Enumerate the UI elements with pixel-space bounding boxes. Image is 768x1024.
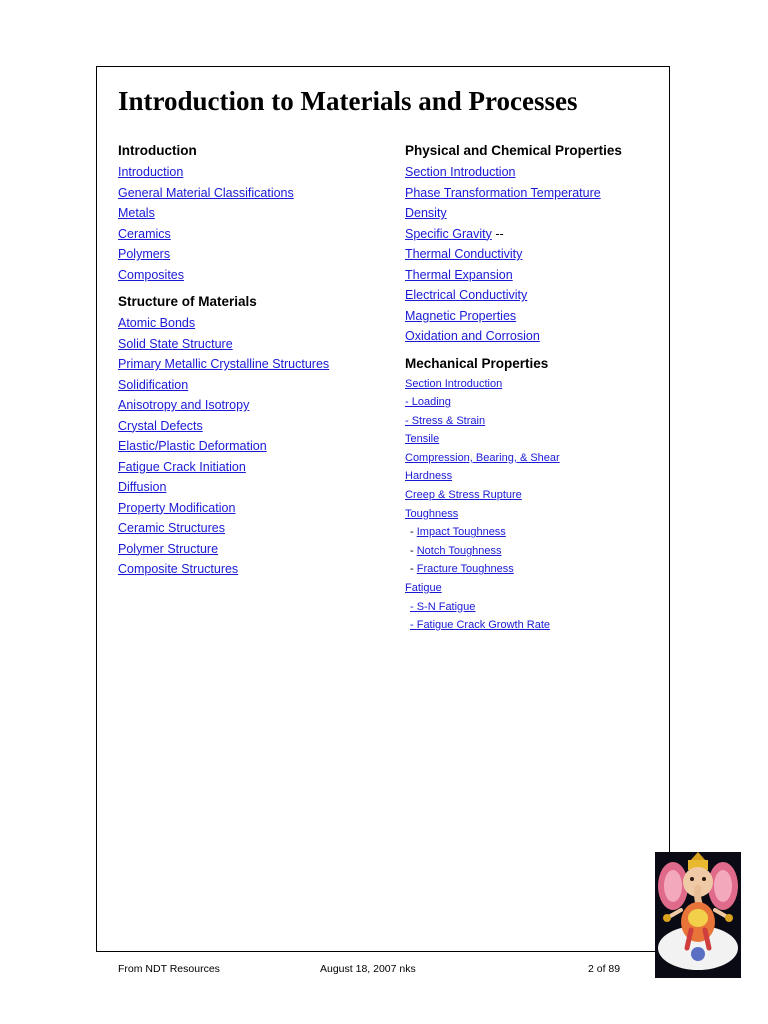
list-item [405, 616, 667, 635]
toc-link[interactable]: Elastic/Plastic Deformation [118, 439, 267, 453]
list-item [405, 523, 667, 542]
toc-link[interactable]: Density [405, 206, 447, 220]
list-item [118, 375, 388, 396]
toc-link[interactable]: Tensile [405, 433, 440, 446]
toc-link[interactable]: Introduction [118, 165, 184, 179]
list-item [118, 395, 388, 416]
footer-page-number: 2 of 89 [588, 963, 621, 975]
toc-link[interactable]: Solidification [118, 377, 189, 392]
list-item [118, 244, 388, 265]
toc-link[interactable]: Impact Toughness [416, 526, 506, 539]
section-heading: Structure of Materials [118, 294, 257, 309]
list-item [405, 449, 667, 468]
toc-link[interactable]: Toughness [405, 507, 459, 520]
toc-link[interactable]: Diffusion [118, 480, 167, 494]
list-item [118, 313, 388, 334]
list-item [405, 375, 667, 394]
ganesha-illustration-icon [655, 852, 741, 978]
toc-link[interactable]: Primary Metallic Crystalline Structures [118, 357, 330, 371]
toc-link[interactable]: - Stress & Strain [405, 414, 486, 427]
toc-link[interactable]: Atomic Bonds [118, 316, 196, 330]
toc-link[interactable]: Property Modification [118, 500, 236, 515]
toc-link[interactable]: Polymer Structure [118, 541, 219, 556]
page-title: Introduction to Materials and Processes [118, 86, 578, 116]
toc-link[interactable]: Section Introduction [405, 377, 503, 390]
list-item [118, 518, 388, 539]
toc-link[interactable]: Fracture Toughness [416, 563, 514, 576]
link-list [405, 375, 667, 635]
toc-link[interactable]: Specific Gravity [405, 226, 492, 241]
list-item [118, 416, 388, 437]
section-mechanical-properties [405, 353, 667, 635]
list-item [118, 539, 388, 560]
toc-link[interactable]: Hardness [405, 470, 453, 483]
list-item [118, 559, 388, 580]
list-item [118, 183, 388, 204]
toc-link[interactable]: Fatigue [405, 582, 442, 595]
list-item [405, 486, 667, 505]
toc-link[interactable]: Thermal Conductivity [405, 247, 523, 261]
toc-link[interactable]: Thermal Expansion [405, 267, 513, 282]
list-item [405, 467, 667, 486]
toc-link[interactable]: Metals [118, 206, 155, 220]
toc-link[interactable]: - S-N Fatigue [410, 600, 476, 613]
list-item [405, 244, 667, 265]
toc-link[interactable]: Solid State Structure [118, 336, 233, 351]
toc-link[interactable]: Fatigue Crack Initiation [118, 459, 246, 474]
list-item [118, 265, 388, 286]
link-list [405, 162, 667, 347]
toc-link[interactable]: Section Introduction [405, 165, 516, 179]
list-item [405, 306, 667, 327]
list-item [118, 457, 388, 478]
toc-link[interactable]: General Material Classifications [118, 185, 294, 200]
section-heading: Mechanical Properties [405, 355, 549, 371]
toc-link[interactable]: Crystal Defects [118, 418, 203, 433]
list-item [405, 598, 667, 617]
link-prefix: - [410, 544, 417, 557]
toc-link[interactable]: Composites [118, 267, 184, 282]
toc-link[interactable]: - Loading [405, 396, 451, 409]
list-item [118, 436, 388, 457]
list-item [405, 560, 667, 579]
section-structure-of-materials [118, 291, 388, 580]
toc-link[interactable]: Ceramic Structures [118, 521, 225, 535]
list-item [405, 224, 667, 245]
right-column [405, 140, 667, 635]
section-heading: Physical and Chemical Properties [405, 143, 622, 158]
left-column [118, 140, 388, 580]
link-list [118, 162, 388, 285]
link-prefix: - [410, 526, 417, 539]
list-item [405, 542, 667, 561]
list-item [405, 285, 667, 306]
list-item [118, 334, 388, 355]
list-item [405, 393, 667, 412]
list-item [405, 265, 667, 286]
toc-link[interactable]: Oxidation and Corrosion [405, 329, 540, 343]
list-item [405, 412, 667, 431]
list-item [118, 498, 388, 519]
toc-link[interactable]: Electrical Conductivity [405, 288, 528, 302]
list-item [118, 203, 388, 224]
list-item [405, 430, 667, 449]
toc-link[interactable]: Magnetic Properties [405, 308, 517, 323]
link-suffix: -- [491, 226, 504, 241]
list-item [118, 162, 388, 183]
footer-source: From NDT Resources [118, 963, 220, 975]
list-item [118, 477, 388, 498]
toc-link[interactable]: Compression, Bearing, & Shear [405, 451, 560, 464]
toc-link[interactable]: Anisotropy and Isotropy [118, 398, 250, 412]
toc-link[interactable]: Ceramics [118, 226, 171, 241]
toc-link[interactable]: Composite Structures [118, 562, 239, 576]
footer-date: August 18, 2007 nks [320, 963, 416, 975]
link-prefix: - [410, 563, 417, 576]
list-item [405, 162, 667, 183]
list-item [405, 183, 667, 204]
list-item [118, 354, 388, 375]
toc-link[interactable]: Creep & Stress Rupture [405, 489, 522, 502]
list-item [405, 203, 667, 224]
section-introduction [118, 140, 388, 285]
toc-link[interactable]: Phase Transformation Temperature [405, 185, 601, 200]
toc-link[interactable]: Polymers [118, 247, 171, 261]
list-item [118, 224, 388, 245]
section-physical-chemical-properties [405, 140, 667, 347]
list-item [405, 579, 667, 598]
toc-link[interactable]: - Fatigue Crack Growth Rate [410, 619, 550, 632]
link-list [118, 313, 388, 580]
list-item [405, 505, 667, 524]
section-heading: Introduction [118, 143, 197, 158]
list-item [405, 326, 667, 347]
toc-link[interactable]: Notch Toughness [416, 544, 502, 557]
